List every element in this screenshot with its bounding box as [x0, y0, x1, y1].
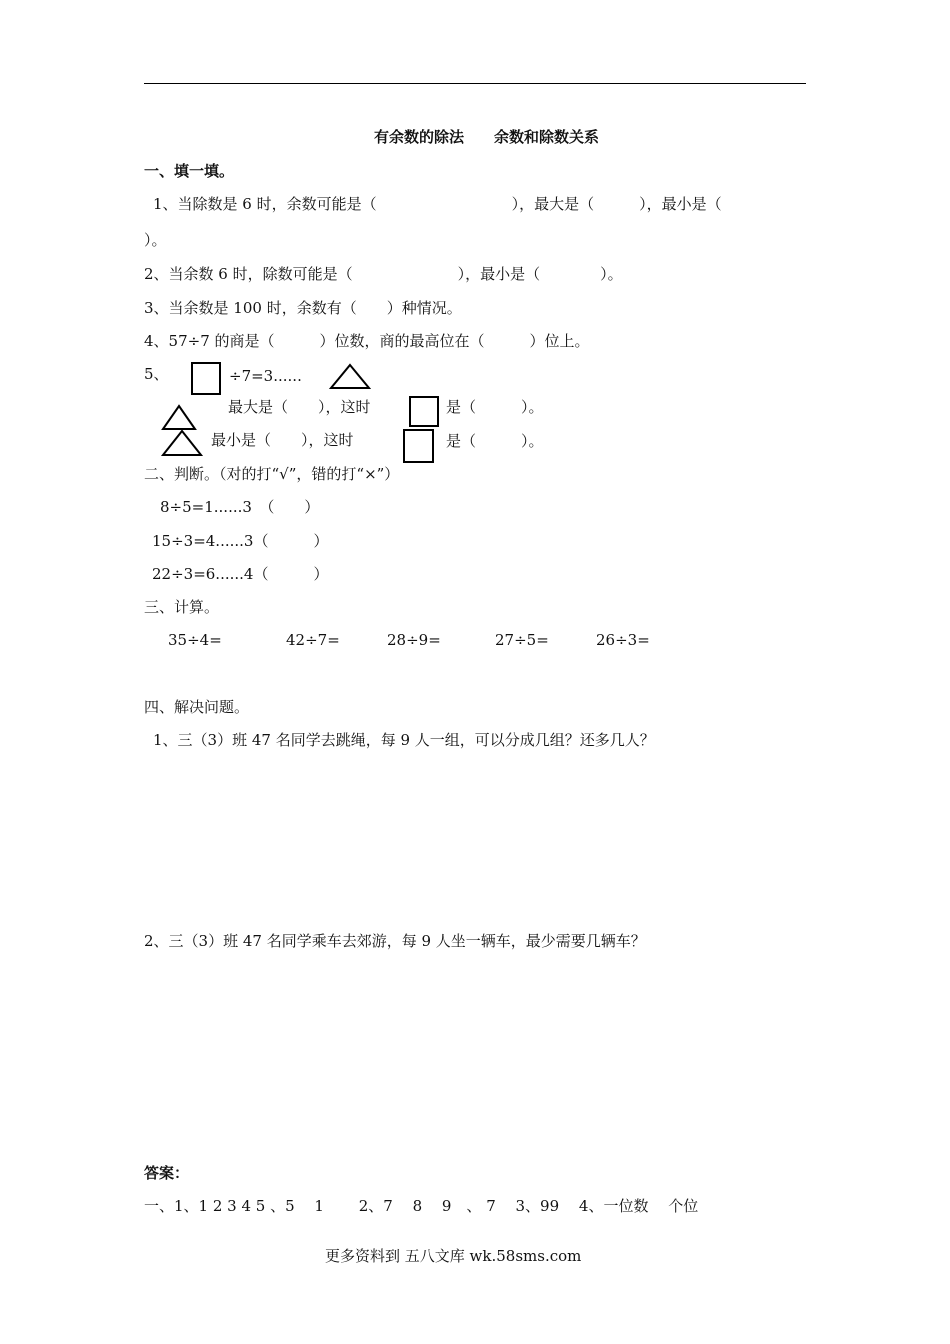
question-5-min-is: 是（ ）。: [446, 432, 544, 450]
answers-line: 一、1、1 2 3 4 5 、5 1 2、7 8 9 、 7 3、99 4、一位数 个位: [144, 1197, 699, 1215]
square-shape: [403, 429, 434, 463]
page-title: 有余数的除法 余数和除数关系: [374, 128, 600, 146]
judgement-item-1: 8÷5=1......3 （ ）: [160, 498, 320, 516]
section4-heading: 四、解决问题。: [144, 698, 250, 716]
question-2: 2、当余数 6 时，除数可能是（ ），最小是（ ）。: [144, 265, 623, 283]
section1-heading: 一、填一填。: [144, 162, 235, 180]
question-5-max: 最大是（ ），这时: [228, 398, 371, 416]
word-problem-1: 1、三（3）班 47 名同学去跳绳，每 9 人一组，可以分成几组？还多几人？: [153, 731, 655, 749]
word-problem-2: 2、三（3）班 47 名同学乘车去郊游，每 9 人坐一辆车，最少需要几辆车？: [144, 932, 646, 950]
triangle-shape: [161, 404, 197, 431]
triangle-shape: [329, 363, 371, 390]
question-3: 3、当余数是 100 时，余数有（ ）种情况。: [144, 299, 462, 317]
answers-heading: 答案：: [144, 1164, 190, 1182]
calc-item-1: 35÷4=: [168, 631, 222, 649]
header-rule: [144, 83, 806, 84]
question-5-min: 最小是（ ），这时: [211, 431, 354, 449]
question-1-line1: 1、当除数是 6 时，余数可能是（ ），最大是（ ），最小是（: [153, 195, 722, 213]
square-shape: [191, 362, 221, 395]
square-shape: [409, 396, 439, 427]
calc-item-5: 26÷3=: [596, 631, 650, 649]
question-5-equation: ÷7=3......: [229, 367, 302, 385]
judgement-item-3: 22÷3=6......4（ ）: [152, 565, 329, 583]
judgement-item-2: 15÷3=4......3（ ）: [152, 532, 329, 550]
section2-heading: 二、判断。（对的打“√”，错的打“×”）: [144, 465, 400, 483]
question-5-max-is: 是（ ）。: [446, 398, 544, 416]
calc-item-3: 28÷9=: [387, 631, 441, 649]
triangle-shape: [161, 429, 203, 457]
section3-heading: 三、计算。: [144, 598, 220, 616]
question-1-line2: ）。: [144, 231, 167, 249]
question-4: 4、57÷7 的商是（ ）位数，商的最高位在（ ）位上。: [144, 332, 590, 350]
question-5-number: 5、: [144, 365, 169, 383]
calc-item-4: 27÷5=: [495, 631, 549, 649]
footer-text: 更多资料到 五八文库 wk.58sms.com: [325, 1247, 582, 1265]
calc-item-2: 42÷7=: [286, 631, 340, 649]
